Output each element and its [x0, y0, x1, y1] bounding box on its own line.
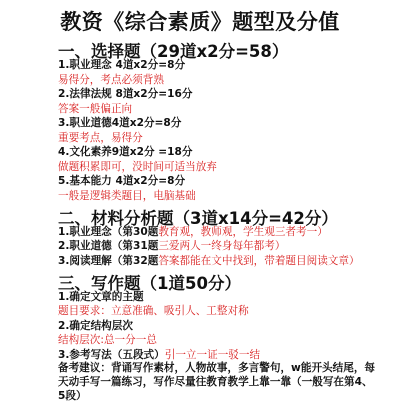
choice-item-5-note: 一般是逻辑类题目，电脑基础 — [58, 189, 196, 202]
section-heading-writing: 三、写作题（1道50分） — [58, 273, 241, 293]
writing-advice: 备考建议：背诵写作素材，人物故事，多言警句，w能开头结尾，每天动手写一篇练习，写作尽量往教育教学上靠一靠（一般写在第4、5段） — [58, 362, 376, 402]
material-item-2-label: 2.职业道德 — [58, 240, 112, 252]
choice-item-3-label: 3.职业道德4道x2分=8分 — [58, 117, 182, 129]
material-item-1-question: （第30题 — [111, 225, 159, 238]
material-item-3-label: 3.阅读理解 — [58, 254, 112, 267]
choice-item-1-note: 易得分，考点必须背熟 — [58, 73, 164, 86]
writing-item-3-note: 引一立一证一驳一结 — [164, 348, 261, 361]
material-item-2-note: 三爱两人一终身每年都考） — [158, 240, 286, 252]
material-item-3-question: （第32题 — [111, 254, 159, 267]
writing-item-2-label: 2.确定结构层次 — [58, 319, 133, 332]
material-item-2 — [58, 238, 285, 253]
material-item-1-label: 1.职业理念 — [58, 225, 112, 238]
writing-item-1-label: 1.确定文章的主题 — [58, 290, 144, 303]
section-heading-choice: 一、选择题（29道x2分=58） — [58, 42, 289, 61]
page-title: 教资《综合素质》题型及分值 — [60, 10, 340, 34]
choice-item-4-note: 做题积累即可，没时间可适当放弃 — [58, 160, 217, 173]
writing-item-2-note: 结构层次:总一分一总 — [58, 334, 157, 346]
choice-item-2-note: 答案一般偏正向 — [58, 102, 133, 115]
material-item-2-question: （第31题 — [111, 240, 159, 252]
writing-item-3 — [58, 347, 260, 362]
choice-item-4-label: 4.文化素养9道x2分 =18分 — [58, 146, 193, 158]
material-item-3-note: 答案都能在文中找到，带着题目阅读文章） — [158, 254, 360, 267]
material-item-3 — [58, 253, 360, 268]
choice-item-1-label: 1.职业理念 4道x2分=8分 — [58, 59, 186, 71]
choice-item-2-label: 2.法律法规 8道x2分=16分 — [58, 88, 193, 100]
writing-item-1-note: 题目要求：立意准确、吸引人、工整对称 — [58, 305, 249, 317]
choice-item-3-note: 重要考点，易得分 — [58, 131, 143, 144]
material-item-1-note: 教育观，教师观，学生观三者考一） — [158, 225, 328, 238]
writing-item-3-label: 3.参考写法（五段式） — [58, 348, 165, 361]
material-item-1 — [58, 224, 328, 239]
section-heading-material: 二、材料分析题（3道x14分=42分） — [58, 208, 338, 228]
choice-item-5-label: 5.基本能力 4道x2分=8分 — [58, 175, 186, 187]
